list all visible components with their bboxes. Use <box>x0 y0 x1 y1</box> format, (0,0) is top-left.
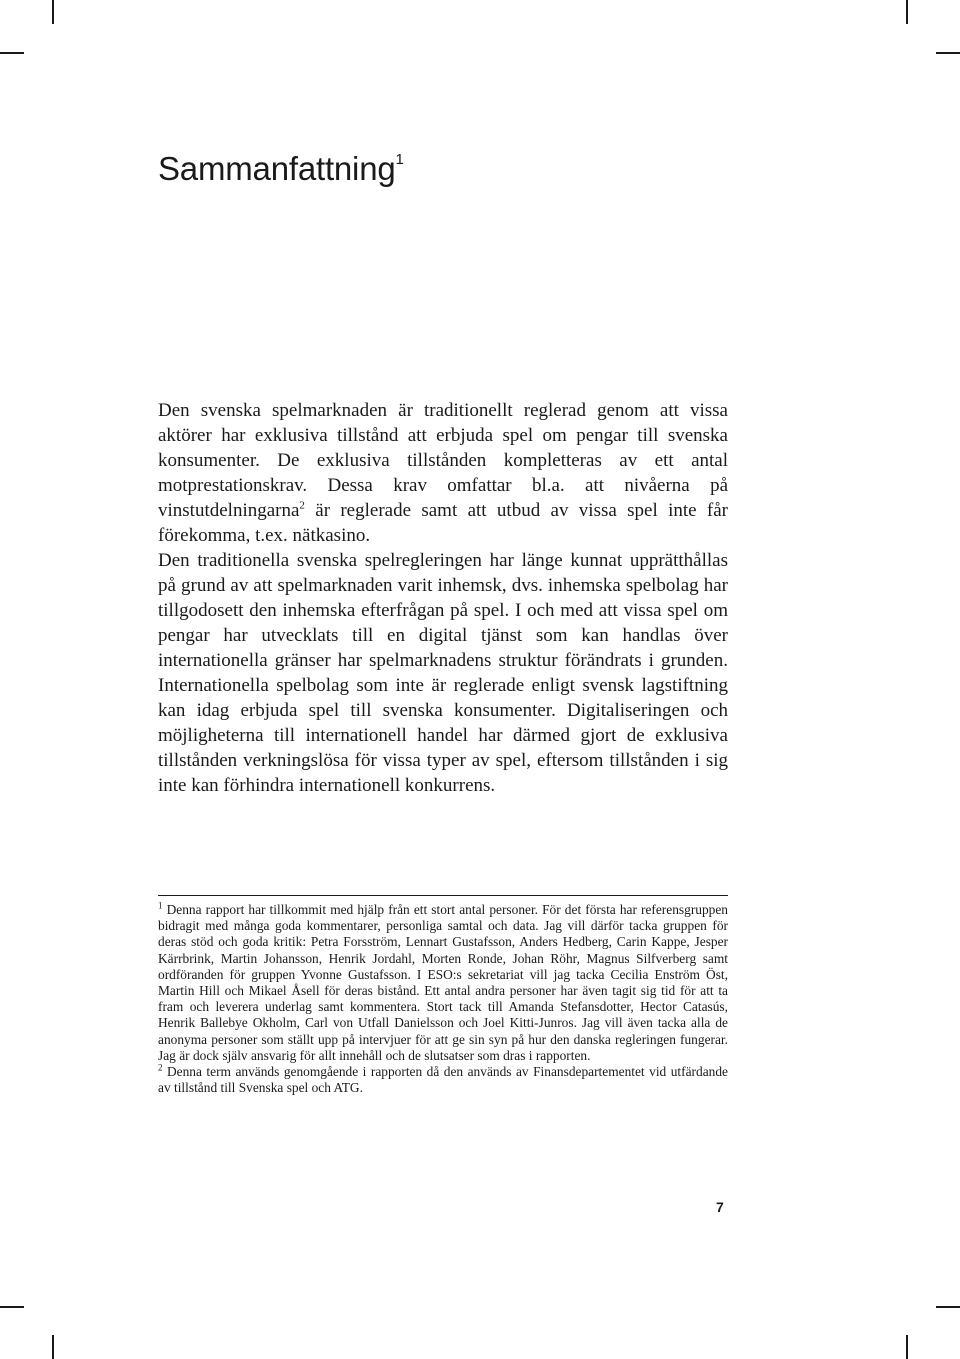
footnote-text: Denna rapport har tillkommit med hjälp från ett stort antal personer. För det första har referensgruppen bidragit med många goda kommentarer, personliga samtal och data. Jag vill därför tacka gruppen för deras stöd och goda kritik: Petra Forsström, Lennart Gustafsson, Anders Hedberg, Carin Kappe, Jesper Kärrbrink, Martin Johansson, Henrik Jordahl, Morten Ronde, Johan Röhr, Magnus Silfverberg samt ordföranden för gruppen Yvonne Gustafsson. I ESO:s sekretariat vill jag tacka Cecilia Enström Öst, Martin Hill och Mikael Åsell för deras bistånd. Ett antal andra personer har även tagit sig tid för att ta fram och leverera underlag samt kommentera. Stort tack till Amanda Stefansdotter, Hector Catasús, Henrik Ballebye Okholm, Carl von Utfall Danielsson och Joel Kitti-Junros. Jag vill även tacka alla de anonyma personer som ställt upp på intervjuer för att ge sin syn på hur den danska regleringen fungerar. Jag är dock själv ansvarig för allt innehåll och de slutsatser som dras i rapporten. <box>158 902 728 1063</box>
body-text <box>158 398 728 798</box>
title-text: Sammanfattning <box>158 150 396 187</box>
footnote-divider <box>158 895 728 896</box>
footnote <box>158 1064 728 1096</box>
footnote-ref: 1 <box>395 151 404 168</box>
footnote <box>158 902 728 1064</box>
footnote-number: 2 <box>158 1062 163 1073</box>
footnote-ref: 2 <box>299 499 305 512</box>
paragraph-text: är reglerade samt att utbud av vissa spel inte får förekomma, t.ex. nätkasino. <box>158 500 728 546</box>
crop-mark <box>936 52 960 54</box>
crop-mark <box>906 1335 908 1359</box>
footnote-text: Denna term används genomgående i rapporten då den används av Finansdepartementet vid utfärdande av tillstånd till Svenska spel och ATG. <box>158 1064 728 1096</box>
paragraph: Den traditionella svenska spelregleringen har länge kunnat upprätthållas på grund av att spelmarknaden varit inhemsk, dvs. inhemska spelbolag har tillgodosett den inhemska efterfrågan på spel. I och med att vissa spel om pengar har utvecklats till en digital tjänst som kan handlas över internationella gränser har spelmarknadens struktur förändrats i grunden. Internationella spelbolag som inte är reglerade enligt svensk lagstiftning kan idag erbjuda spel till svenska konsumenter. Digitaliseringen och möjligheterna till internationell handel har därmed gjort de exklusiva tillstånden verkningslösa för vissa typer av spel, eftersom tillstånden i sig inte kan förhindra internationell konkurrens. <box>158 550 728 796</box>
footnote-number: 1 <box>158 900 163 911</box>
crop-mark <box>906 0 908 24</box>
crop-mark <box>936 1306 960 1308</box>
crop-mark <box>52 1335 54 1359</box>
footnotes <box>158 902 728 1096</box>
page-number: 7 <box>716 1199 724 1215</box>
crop-mark <box>52 0 54 24</box>
page-title <box>158 150 404 188</box>
crop-mark <box>0 52 24 54</box>
paragraph <box>158 398 728 548</box>
paragraph-text: Den svenska spelmarknaden är traditionellt reglerad genom att vissa aktörer har exklusiva tillstånd att erbjuda spel om pengar till svenska konsumenter. De exklusiva tillstånden kompletteras av ett antal motprestationskrav. Dessa krav omfattar bl.a. att nivåerna på vinstutdelningarna <box>158 400 728 521</box>
crop-mark <box>0 1306 24 1308</box>
